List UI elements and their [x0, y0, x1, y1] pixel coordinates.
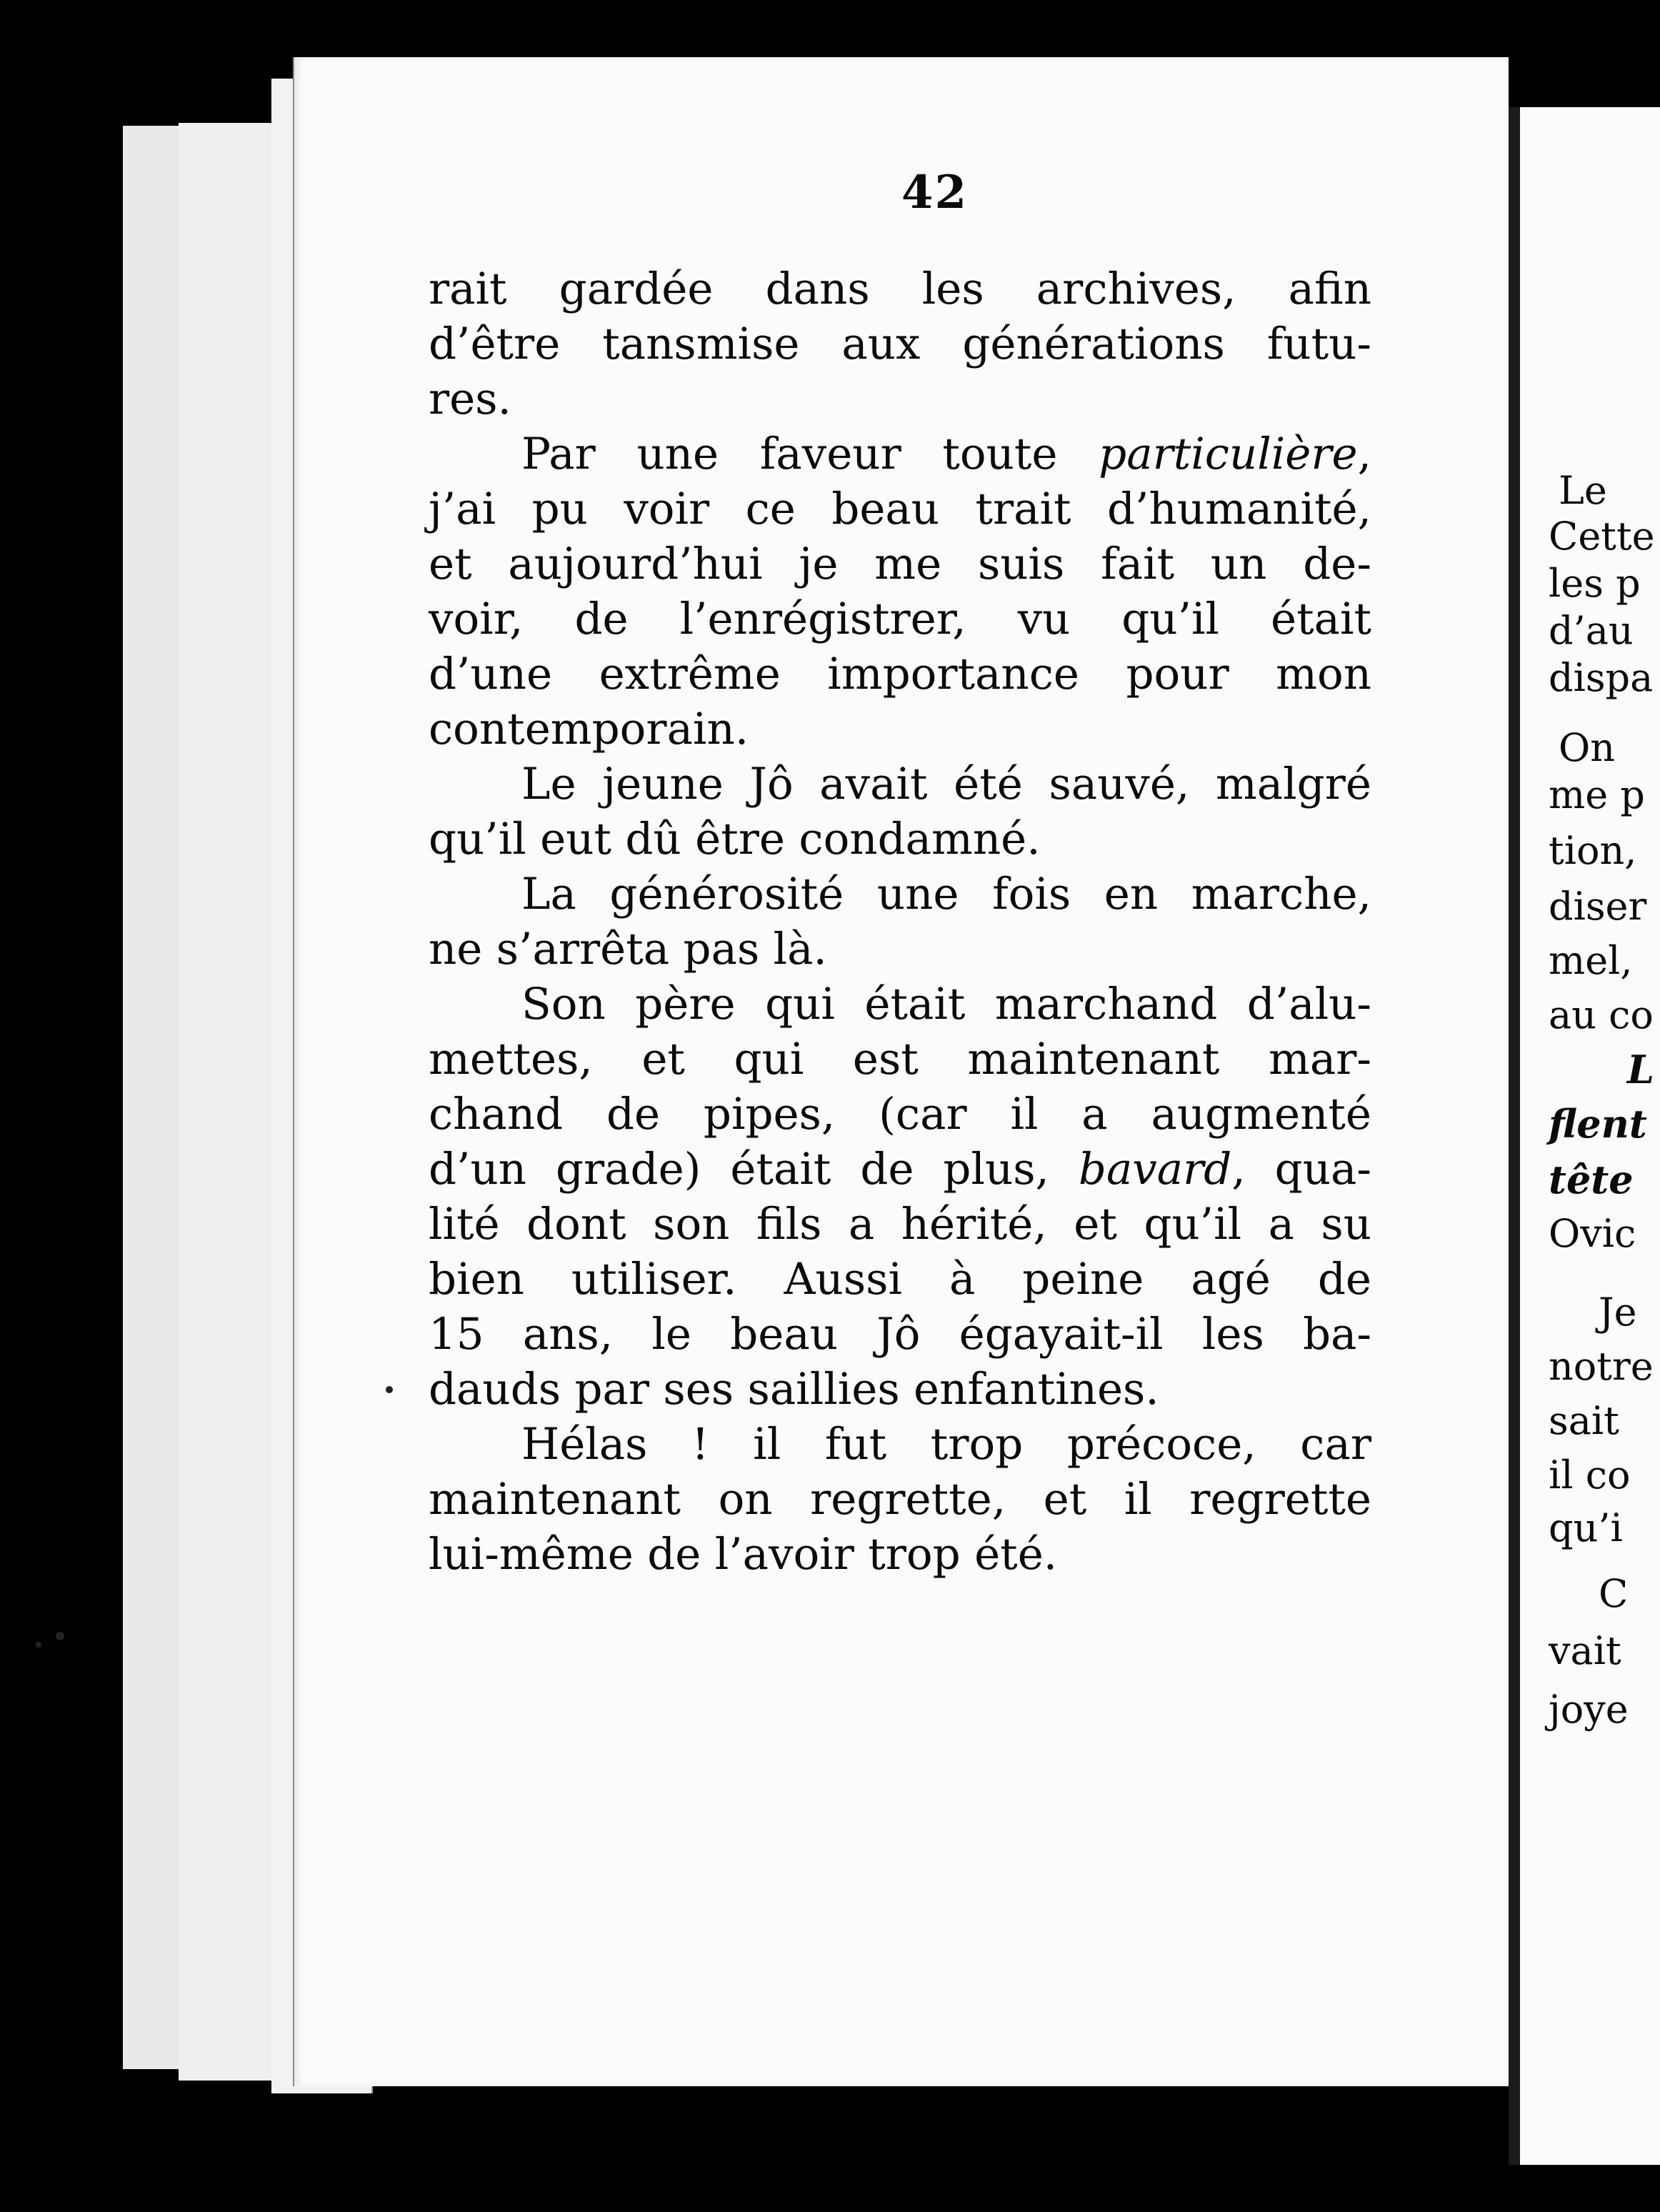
text-fragment: mel, — [1549, 938, 1633, 983]
text-line: et aujourd’hui je me suis fait un de- — [429, 539, 1371, 589]
text-line: d’une extrême importance pour mon — [429, 649, 1371, 699]
text-line: voir, de l’enrégistrer, vu qu’il était — [429, 594, 1371, 644]
text-fragment: Ovic — [1549, 1211, 1636, 1256]
speckle-mark — [56, 1632, 64, 1640]
text-line: qu’il eut dû être condamné. — [429, 814, 1041, 865]
text-fragment: qu’i — [1549, 1505, 1623, 1550]
text-fragment: flent — [1549, 1101, 1647, 1147]
text-fragment: tête — [1549, 1157, 1634, 1202]
text-span: d’un grade) était de plus, — [429, 1144, 1049, 1195]
text-line-italic — [429, 427, 1371, 482]
text-fragment: vait — [1549, 1628, 1621, 1673]
text-fragment: dispa — [1549, 655, 1654, 700]
text-line: chand de pipes, (car il a augmenté — [429, 1089, 1371, 1140]
text-span: Par une faveur toute — [521, 429, 1099, 479]
text-line: maintenant on regrette, et il regrette — [429, 1474, 1371, 1525]
text-fragment: Le — [1559, 468, 1607, 513]
italic-word: particulière — [1099, 429, 1358, 479]
text-fragment: il co — [1549, 1453, 1631, 1498]
text-fragment: Cette — [1549, 514, 1655, 559]
text-fragment: au co — [1549, 992, 1654, 1037]
text-line: lité dont son fils a hérité, et qu’il a su — [429, 1199, 1371, 1250]
text-line: La générosité une fois en marche, — [521, 869, 1371, 920]
text-line: bien utiliser. Aussi à peine agé de — [429, 1254, 1371, 1305]
text-fragment: C — [1599, 1571, 1629, 1616]
text-fragment: joye — [1549, 1687, 1629, 1732]
text-fragment: sait — [1549, 1398, 1619, 1443]
text-line: dauds par ses saillies enfantines. — [429, 1364, 1159, 1415]
text-fragment: L — [1627, 1047, 1654, 1092]
text-line: j’ai pu voir ce beau trait d’humanité, — [429, 484, 1371, 534]
text-line: ne s’arrêta pas là. — [429, 924, 827, 975]
text-line: lui-même de l’avoir trop été. — [429, 1529, 1058, 1580]
text-fragment: les p — [1549, 561, 1641, 606]
text-line: Le jeune Jô avait été sauvé, malgré — [521, 759, 1371, 809]
text-line: d’être tansmise aux générations futu- — [429, 319, 1371, 369]
right-page — [1520, 107, 1660, 2165]
page-number: 42 — [901, 166, 969, 219]
text-line: mettes, et qui est maintenant mar- — [429, 1034, 1371, 1085]
speckle-mark — [386, 1386, 393, 1393]
text-line: Son père qui était marchand d’alu- — [521, 979, 1371, 1030]
text-span: , — [1357, 429, 1371, 479]
text-line-italic — [429, 1142, 1371, 1197]
speckle-mark — [36, 1642, 41, 1648]
text-fragment: On — [1559, 725, 1616, 770]
text-line: res. — [429, 374, 511, 424]
text-fragment: me p — [1549, 772, 1645, 817]
text-line: contemporain. — [429, 704, 749, 754]
text-fragment: tion, — [1549, 828, 1637, 873]
italic-word: bavard — [1078, 1144, 1232, 1195]
text-line: Hélas ! il fut trop précoce, car — [521, 1419, 1371, 1470]
text-fragment: notre — [1549, 1344, 1654, 1389]
page-text — [429, 261, 1371, 1582]
text-fragment: diser — [1549, 884, 1647, 929]
text-line: rait gardée dans les archives, afin — [429, 264, 1371, 314]
book-gutter — [1509, 107, 1520, 2165]
text-fragment: Je — [1599, 1290, 1637, 1335]
text-fragment: d’au — [1549, 608, 1634, 653]
text-line: 15 ans, le beau Jô égayait-il les ba- — [429, 1309, 1371, 1360]
text-span: , qua- — [1231, 1144, 1371, 1195]
